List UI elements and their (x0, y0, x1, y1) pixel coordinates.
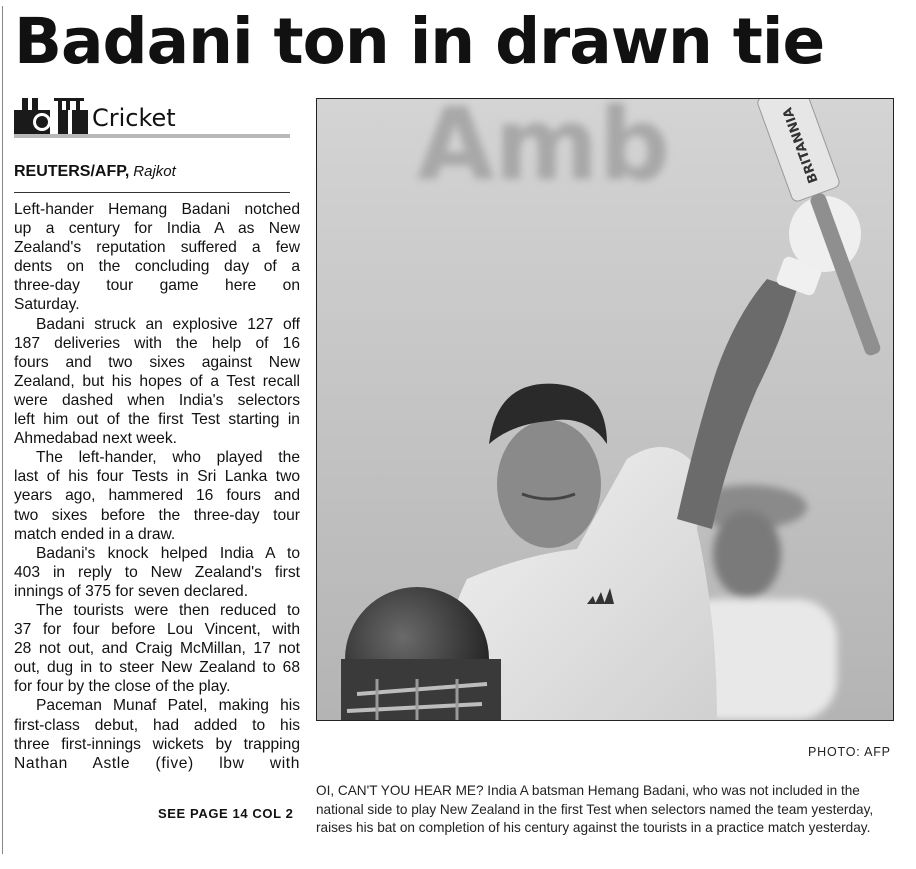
story-line: The left-hander, who played the (36, 449, 300, 467)
story-paragraph (14, 315, 300, 449)
story-line: out, dug in to steer New Zealand to 68 (14, 659, 300, 677)
story-line: last of his four Tests in Sri Lanka two (14, 468, 300, 486)
story-line: dents on the concluding day of a (14, 258, 300, 276)
photo-caption (316, 782, 896, 838)
byline-place: Rajkot (133, 163, 176, 180)
story-paragraph (14, 200, 300, 315)
story-line: years ago, hammered 16 fours and (14, 487, 300, 505)
batsman-face (497, 420, 601, 548)
story-line: Ahmedabad next week. (14, 430, 177, 448)
news-photo (316, 98, 894, 721)
background-banner-text: Amb (417, 99, 671, 203)
caption-line: raises his bat on completion of his century against the tourists in a practice match yesterday. (316, 820, 871, 836)
byline (14, 163, 176, 181)
story-paragraph (14, 544, 300, 601)
cricket-bat-ball-stumps-icon (14, 98, 90, 136)
bat-brand-text: BRITANNIA (780, 105, 822, 185)
story-line: up a century for India A as New (14, 220, 300, 238)
section-tag (14, 98, 290, 140)
byline-agency: REUTERS/AFP, (14, 163, 130, 180)
story-line: Nathan Astle (five) lbw with (14, 754, 300, 772)
story-line: 28 not out, and Craig McMillan, 17 not (14, 640, 300, 658)
story-body (14, 200, 300, 773)
story-line: Zealand's reputation suffered a few (14, 239, 300, 257)
story-paragraph (14, 696, 300, 772)
story-paragraph (14, 448, 300, 543)
continued-jump-line: SEE PAGE 14 COL 2 (158, 806, 294, 821)
section-label: Cricket (92, 104, 176, 132)
story-line: The tourists were then reduced to (36, 601, 300, 619)
story-line: first-class debut, had added to his (14, 716, 300, 734)
story-line: 37 for four before Lou Vincent, with (14, 621, 300, 639)
photo-credit: PHOTO: AFP (808, 745, 891, 759)
story-line: Zealand, but his hopes of a Test recall (14, 372, 300, 390)
story-line: left him out of the first Test starting in (14, 411, 300, 429)
story-line: three-day tour game here on (14, 277, 300, 295)
story-line: Badani's knock helped India A to (36, 544, 300, 562)
story-line: Paceman Munaf Patel, making his (36, 697, 300, 715)
story-line: for four by the close of the play. (14, 678, 231, 696)
story-line: were dashed when India's selectors (14, 391, 300, 409)
page-left-rule (2, 6, 3, 854)
story-line: innings of 375 for seven declared. (14, 582, 249, 600)
story-line: two sixes before the three-day tour (14, 506, 300, 524)
caption-line: national side to play New Zealand in the first Test when selectors named the team yesterday, (316, 801, 874, 817)
section-underline (14, 134, 290, 138)
story-line: Left-hander Hemang Badani notched (14, 201, 300, 218)
story-line: 403 in reply to New Zealand's first (14, 563, 300, 581)
story-line: fours and two sixes against New (14, 353, 300, 371)
byline-rule (14, 192, 290, 193)
story-line: Badani struck an explosive 127 off (36, 315, 300, 333)
story-paragraph (14, 601, 300, 696)
headline: Badani ton in drawn tie (14, 5, 825, 78)
story-line: 187 deliveries with the help of 16 (14, 334, 300, 352)
story-line: three first-innings wickets by trapping (14, 735, 300, 753)
story-line: Saturday. (14, 296, 80, 314)
photo-illustration (317, 99, 893, 720)
caption-line: OI, CAN'T YOU HEAR ME? India A batsman Hemang Badani, who was not included in the (316, 783, 860, 798)
story-line: match ended in a draw. (14, 525, 176, 543)
